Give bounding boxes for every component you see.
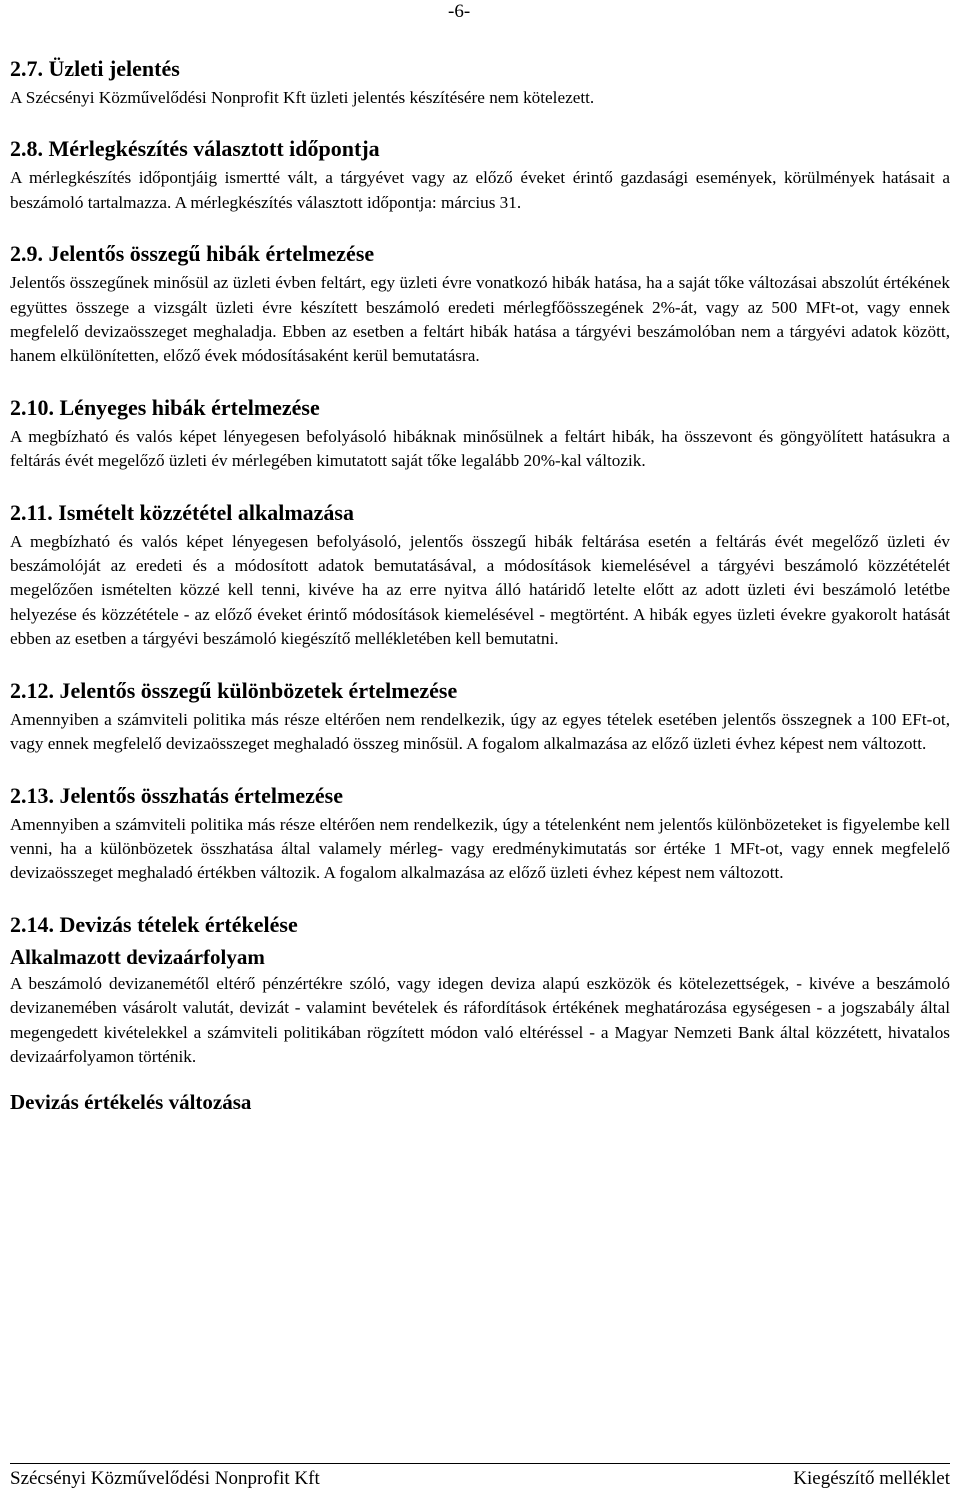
subsection-heading: Devizás értékelés változása <box>10 1090 252 1115</box>
page-content <box>10 52 950 1117</box>
section-paragraph: Jelentős összegűnek minősül az üzleti évben feltárt, egy üzleti évre vonatkozó hibák hatása, ha a saját tőke változásai abszolút értékének együttes összege a vizsgált üzleti évre készített beszámoló eredeti mérlegfőösszegének 2%-át, vagy az 500 MFt-ot, vagy ennek megfelelő devizaösszeget meghaladja. Ebben az esetben a feltárt hibák hatása a tárgyévi beszámolóban nem a tárgyévi adatok között, hanem elkülönítetten, előző évek módosításaként kerül bemutatásra. <box>10 273 950 366</box>
section-paragraph: A mérlegkészítés időpontjáig ismertté vált, a tárgyévet vagy az előző éveket érintő gazdasági események, körülmények hatásait a beszámoló tartalmazza. A mérlegkészítés választott időpontja: március 31. <box>10 168 950 212</box>
section-heading: 2.9. Jelentős összegű hibák értelmezése <box>10 241 375 267</box>
section-paragraph: A beszámoló devizanemétől eltérő pénzértékre szóló, vagy idegen deviza alapú eszközök és kötelezettségek, - kivéve a beszámoló devizanemében vásárolt valutát, devizát - valamint bevételek és ráfordítások értékének meghatározása egységesen - a jogszabály által megengedett kivételekkel a számviteli politikában rögzített módon való eltéréssel - a Magyar Nemzeti Bank által közzétett, hivatalos devizaárfolyamon történik. <box>10 973 950 1066</box>
page-number: -6- <box>448 1 471 22</box>
section-paragraph: A megbízható és valós képet lényegesen befolyásoló, jelentős összegű hibák feltárása esetén a feltárás évét megelőző üzleti év beszámolóját az eredeti és a módosított adatok bemutatásával, a módosítások kiemelésével a tárgyévi beszámoló közzétételét megelőzően ismételten közzé kell tenni, kivéve ha az erre nyitva álló határidő letelte előtt az adott üzleti évi beszámoló letétbe helyezése és közzététele - az előző éveket érintő módosítások kiemelésével - megtörtént. A hibák egyes üzleti évekre gyakorolt hatását ebben az esetben a tárgyévi beszámoló kiegészítő mellékletében kell bemutatni. <box>10 531 950 649</box>
section-paragraph: Amennyiben a számviteli politika más része eltérően nem rendelkezik, úgy a tételenként nem jelentős különbözeteket is figyelembe kell venni, ha a különbözetek összhatása által valamely mérleg- vagy eredménykimutatás sor értéke 1 MFt-ot, vagy ennek megfelelő devizaösszeget meghaladó értékben változik. A fogalom alkalmazása az előző üzleti évhez képest nem változott. <box>10 814 950 883</box>
footer-company: Szécsényi Közművelődési Nonprofit Kft <box>10 1468 320 1489</box>
footer-document-type: Kiegészítő melléklet <box>793 1468 950 1489</box>
section-heading: 2.10. Lényeges hibák értelmezése <box>10 394 320 420</box>
subsection-heading: Alkalmazott devizaárfolyam <box>10 944 265 969</box>
section-heading: 2.8. Mérlegkészítés választott időpontja <box>10 136 380 162</box>
section-paragraph: Amennyiben a számviteli politika más része eltérően nem rendelkezik, úgy az egyes tételek esetében jelentős összegnek a 100 EFt-ot, vagy ennek megfelelő devizaösszeget meghaladó összeg minősül. A fogalom alkalmazása az előző üzleti évhez képest nem változott. <box>10 709 950 754</box>
section-heading: 2.7. Üzleti jelentés <box>10 56 180 81</box>
page-footer <box>10 1466 950 1492</box>
section-paragraph: A megbízható és valós képet lényegesen befolyásoló hibáknak minősülnek a feltárt hibák, ha összevont és göngyölített hatásukra a feltárás évét megelőző üzleti év mérlegében kimutatott saját tőke legalább 20%-kal változik. <box>10 426 950 471</box>
section-heading: 2.13. Jelentős összhatás értelmezése <box>10 782 343 808</box>
section-heading: 2.12. Jelentős összegű különbözetek értelmezése <box>10 677 458 703</box>
section-heading: 2.11. Ismételt közzététel alkalmazása <box>10 499 354 525</box>
section-heading: 2.14. Devizás tételek értékelése <box>10 911 298 937</box>
section-paragraph: A Szécsényi Közművelődési Nonprofit Kft üzleti jelentés készítésére nem kötelezett. <box>10 88 595 107</box>
footer-divider <box>10 1463 950 1464</box>
